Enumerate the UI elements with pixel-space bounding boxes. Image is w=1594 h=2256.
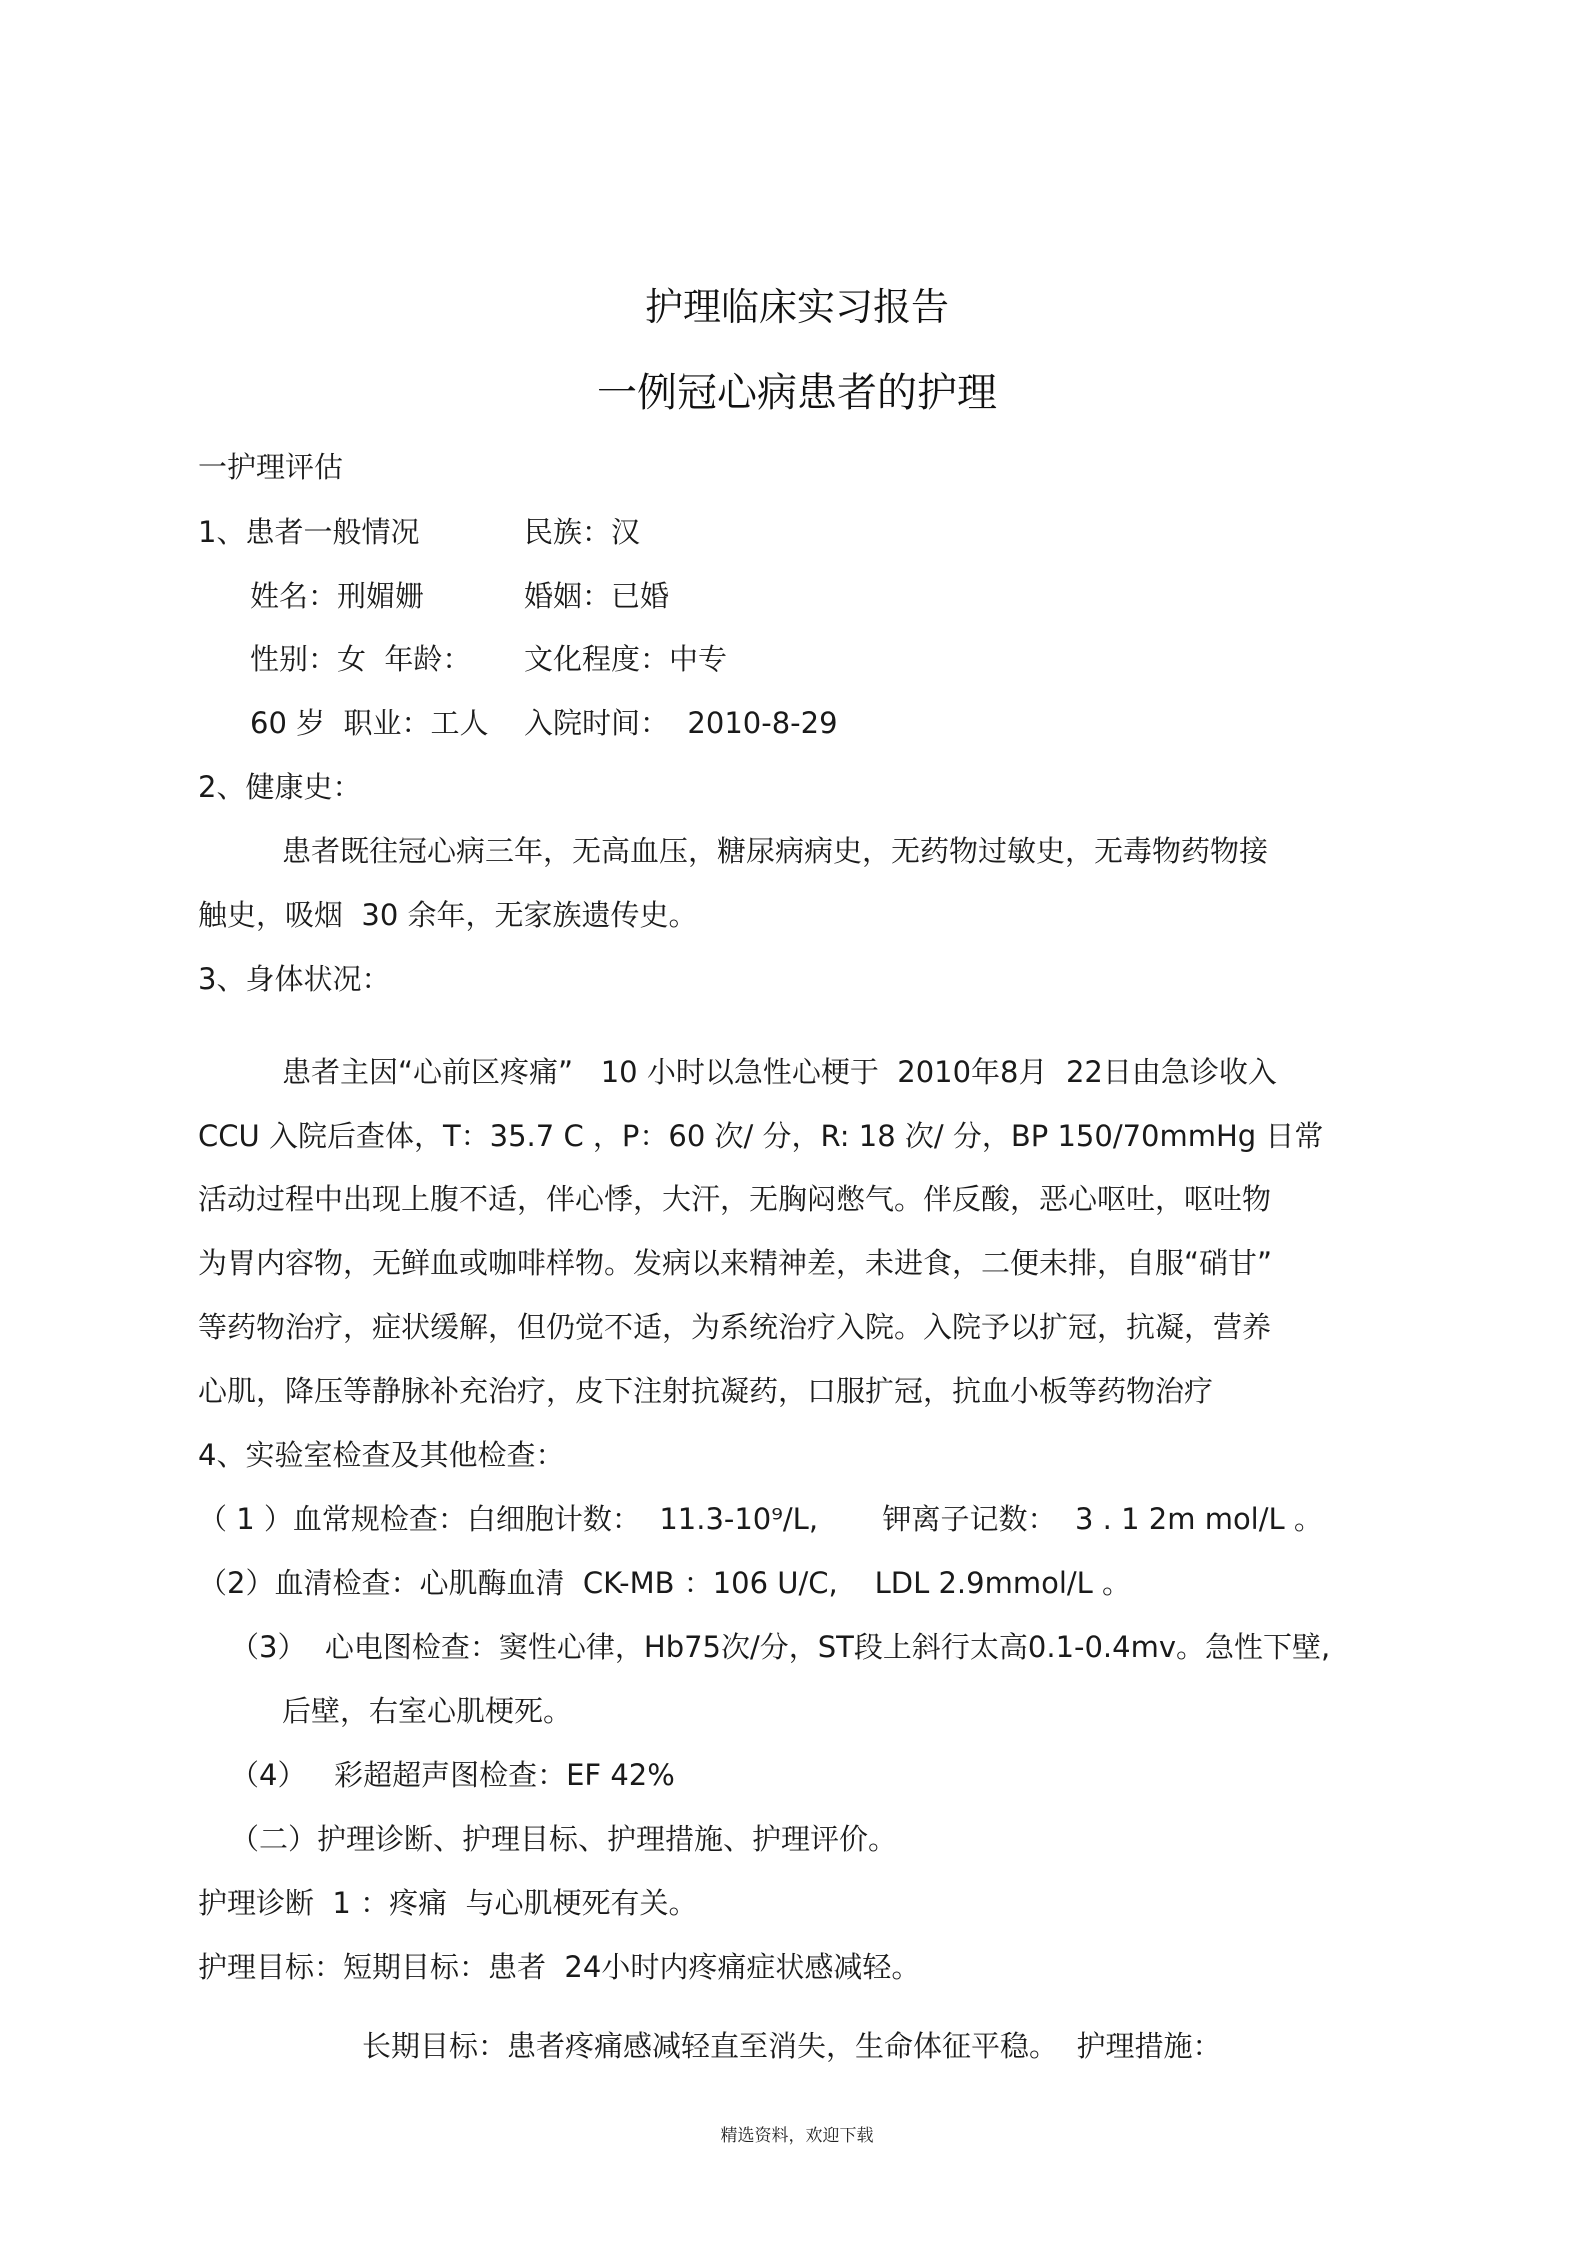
lab-test-item: 后壁，右室心肌梗死。 <box>282 1694 573 1728</box>
physical-status-line: 等药物治疗，症状缓解，但仍觉不适，为系统治疗入院。入院予以扩冠，抗凝，营养 <box>198 1310 1272 1344</box>
physical-status-line: 心肌，降压等静脉补充治疗，皮下注射抗凝药，口服扩冠，抗血小板等药物治疗 <box>198 1374 1214 1408</box>
lab-test-item: （ 1 ）血常规检查：白细胞计数： 11.3-10⁹/L, 钾离子记数： 3 . 1 2m mol/L 。 <box>198 1502 1323 1536</box>
health-history-line: 患者既往冠心病三年，无高血压，糖尿病病史，无药物过敏史，无毒物药物接 <box>282 834 1269 868</box>
report-title: 护理临床实习报告 <box>644 285 949 329</box>
age-occupation: 60 岁 职业：工人 <box>250 706 489 740</box>
nursing-section-heading: （二）护理诊断、护理目标、护理措施、护理评价。 <box>230 1822 898 1856</box>
report-subtitle: 一例冠心病患者的护理 <box>597 370 997 416</box>
physical-status-line: 为胃内容物，无鲜血或咖啡样物。发病以来精神差，未进食，二便未排，自服“硝甘” <box>198 1246 1273 1280</box>
physical-status-line: 活动过程中出现上腹不适，伴心悸，大汗，无胸闷憋气。伴反酸，恶心呕吐，呕吐物 <box>198 1182 1272 1216</box>
patient-name: 姓名：刑媚姗 <box>250 579 425 613</box>
health-history-heading: 2、健康史： <box>198 770 362 804</box>
page-footer: 精选资料，欢迎下载 <box>720 2126 874 2146</box>
health-history-line: 触史，吸烟 30 余年，无家族遗传史。 <box>198 898 698 932</box>
nursing-goal-long: 长期目标：患者疼痛感减轻直至消失，生命体征平稳。 护理措施： <box>362 2029 1222 2063</box>
lab-test-item: （3） 心电图检查：窦性心律，Hb75次/分，ST段上斜行太高0.1-0.4mv。急性下壁, <box>230 1630 1331 1664</box>
gender-age: 性别：女 年龄： <box>250 642 472 676</box>
ethnicity: 民族：汉 <box>524 515 641 549</box>
nursing-goal-short: 护理目标：短期目标：患者 24小时内疼痛症状感减轻。 <box>198 1950 921 1984</box>
marital-status: 婚姻：已婚 <box>524 579 670 613</box>
lab-tests-heading: 4、实验室检查及其他检查： <box>198 1438 565 1472</box>
lab-test-item: （2）血清检查：心肌酶血清 CK-MB ：106 U/C, LDL 2.9mmol/L 。 <box>198 1566 1132 1600</box>
section-assessment-heading: 一护理评估 <box>198 450 344 484</box>
physical-status-line: 患者主因“心前区疼痛” 10 小时以急性心梗于 2010年8月 22日由急诊收入 <box>282 1055 1277 1089</box>
nursing-diagnosis: 护理诊断 1 ：疼痛 与心肌梗死有关。 <box>198 1886 698 1920</box>
general-info-heading: 1、患者一般情况 <box>198 515 420 549</box>
physical-status-heading: 3、身体状况： <box>198 962 391 996</box>
education-level: 文化程度：中专 <box>524 642 728 676</box>
admission-date: 入院时间： 2010-8-29 <box>524 706 838 740</box>
lab-test-item: （4） 彩超超声图检查：EF 42% <box>230 1758 675 1792</box>
physical-status-line: CCU 入院后查体，T：35.7 C ，P：60 次/ 分，R: 18 次/ 分，BP 150/70mmHg 日常 <box>198 1119 1324 1153</box>
